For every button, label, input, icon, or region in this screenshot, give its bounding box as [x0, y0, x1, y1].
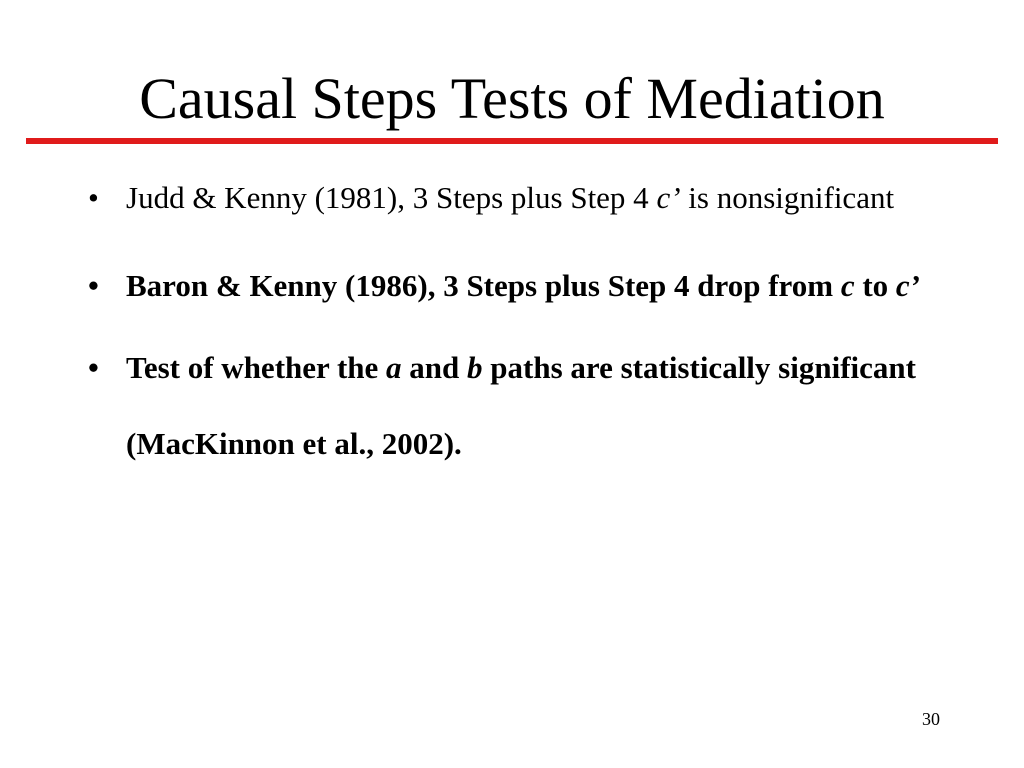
bullet-text: and: [401, 350, 468, 385]
bullet-list: [88, 180, 948, 482]
bullet-text: is nonsignificant: [680, 180, 895, 215]
bullet-italic-term: b: [467, 350, 483, 385]
bullet-italic-term: c’: [895, 268, 921, 303]
bullet-text: Baron & Kenny (1986), 3 Steps plus Step 4 drop from: [126, 268, 841, 303]
bullet-italic-term: a: [386, 350, 402, 385]
page-number: 30: [922, 709, 940, 729]
bullet-italic-term: c’: [656, 180, 681, 215]
bullet-item: [88, 248, 948, 324]
bullet-item: [88, 330, 948, 482]
title-underline: [26, 138, 998, 144]
bullet-dot: •: [88, 180, 99, 215]
bullet-text: Judd & Kenny (1981), 3 Steps plus Step 4: [126, 180, 657, 215]
bullet-dot: •: [88, 350, 99, 385]
bullet-dot: •: [88, 268, 99, 303]
bullet-italic-term: c: [840, 268, 855, 303]
bullet-text: paths are statistically significant (MacKinnon et al., 2002).: [126, 350, 916, 461]
bullet-text: Test of whether the: [126, 350, 387, 385]
bullet-text: to: [854, 268, 896, 303]
bullet-item: [88, 180, 948, 216]
slide-title: Causal Steps Tests of Mediation: [139, 66, 885, 131]
